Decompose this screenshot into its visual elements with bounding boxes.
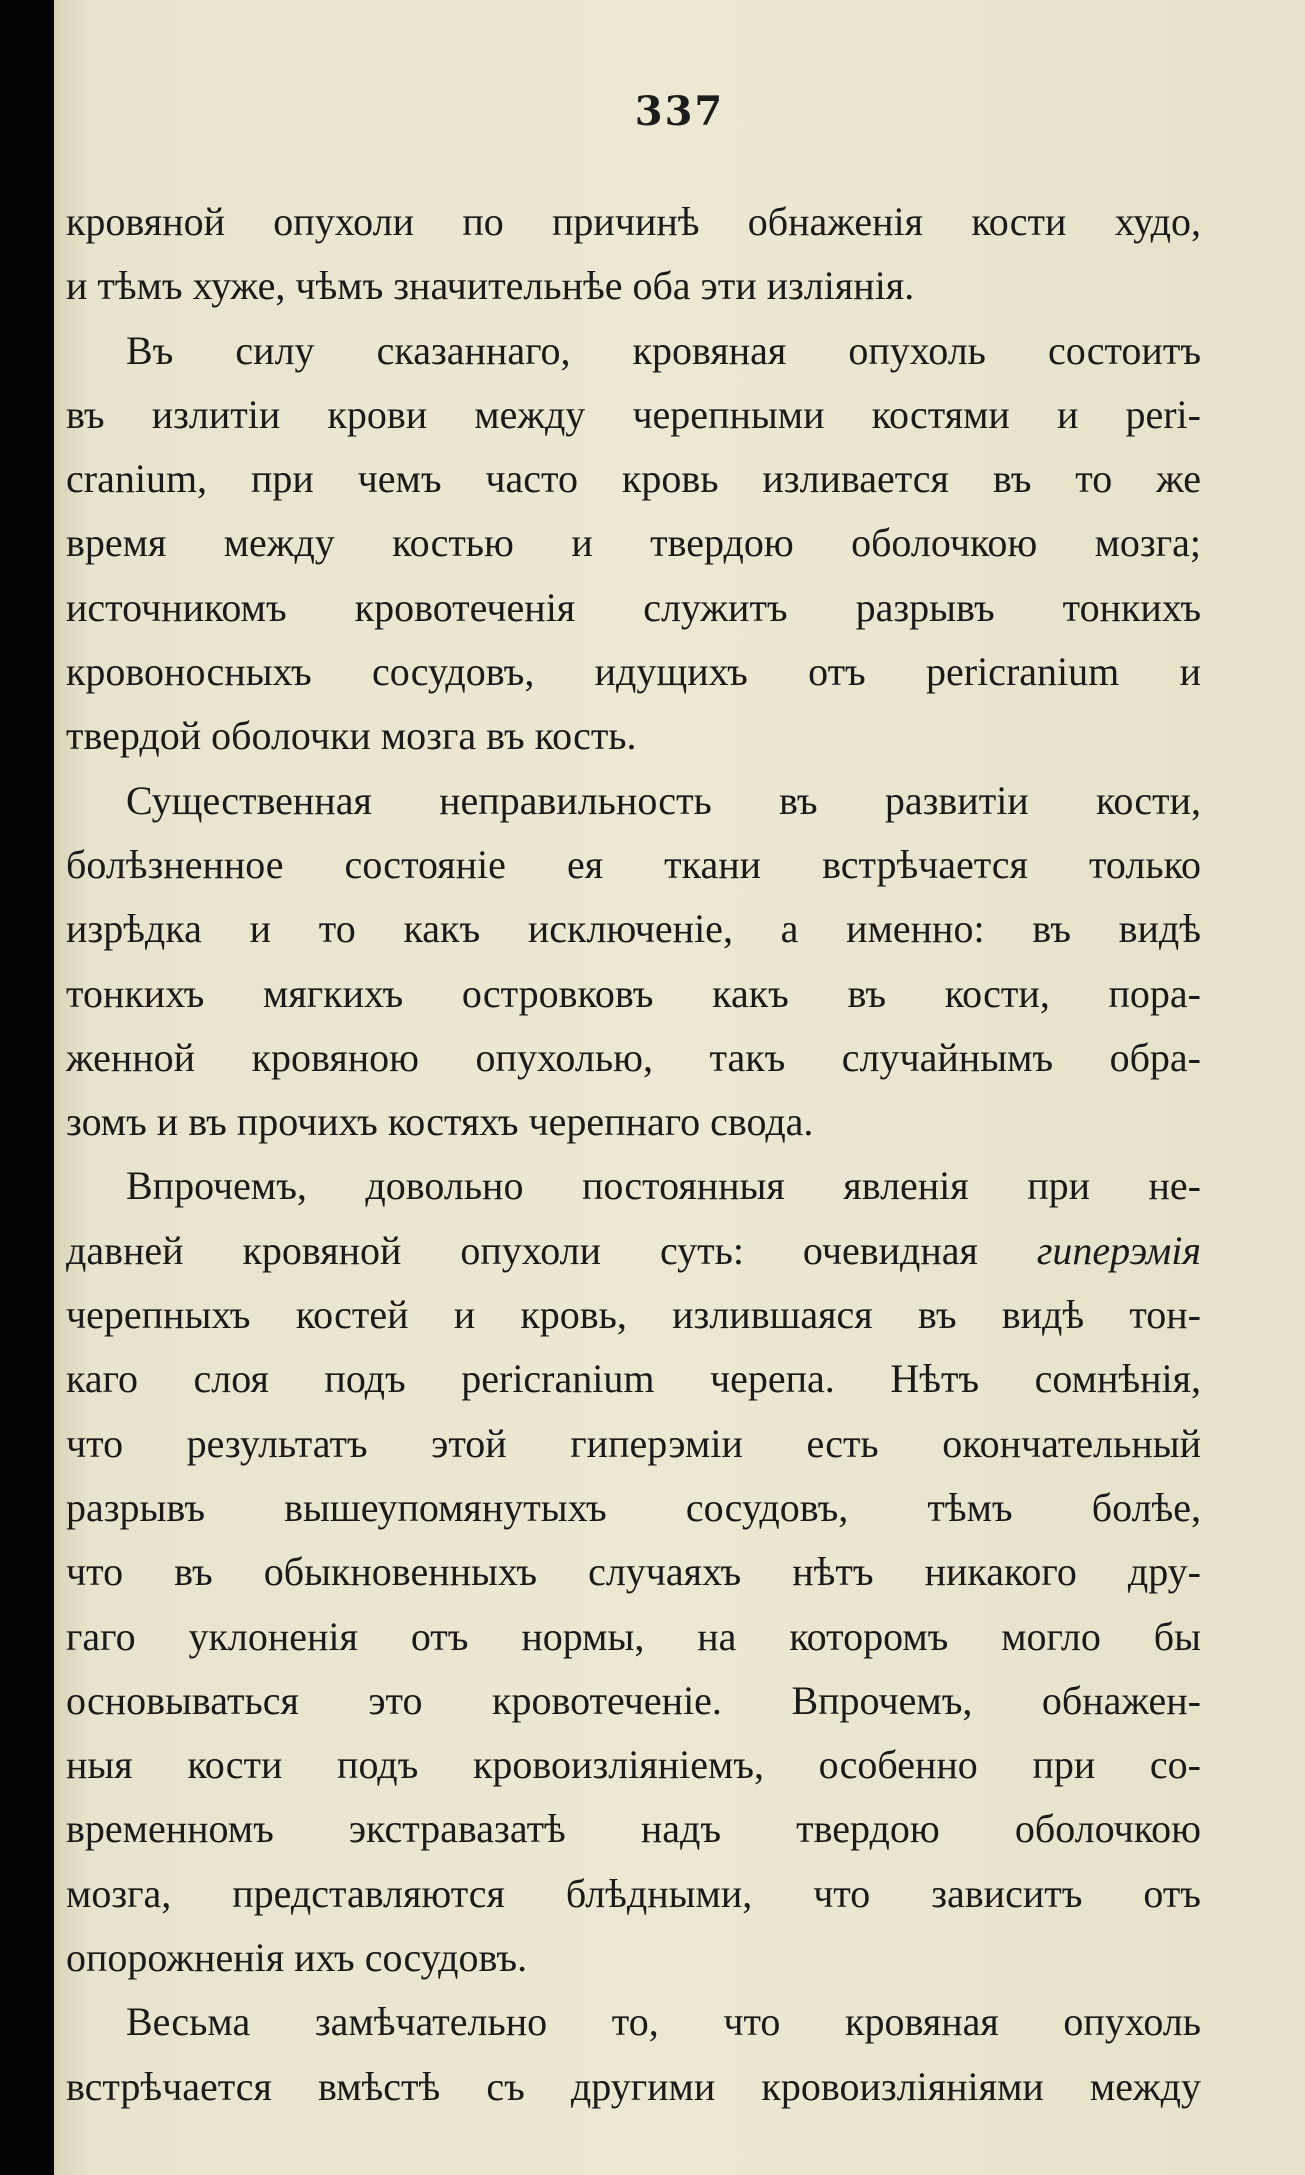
text-line: Въ силу сказаннаго, кровяная опухоль состоитъ (126, 327, 1201, 373)
text-line: cranium, при чемъ часто кровь изливается въ то же (66, 456, 1201, 502)
text-line: гаго уклоненія отъ нормы, на которомъ могло бы (66, 1613, 1201, 1659)
italic-term: гиперэмія (1036, 1227, 1201, 1273)
page-number: 337 (634, 88, 725, 135)
text-line: зомъ и въ прочихъ костяхъ черепнаго свода. (66, 1099, 814, 1145)
text-line: разрывъ вышеупомянутыхъ сосудовъ, тѣмъ болѣе, (66, 1484, 1201, 1530)
text-line: въ излитіи крови между черепными костями и peri- (66, 391, 1201, 437)
body-text (66, 190, 1201, 2119)
text-line: твердой оболочки мозга въ кость. (66, 713, 637, 759)
text-line: встрѣчается вмѣстѣ съ другими кровоизліяніями между (66, 2063, 1201, 2109)
text-line: источникомъ кровотеченія служитъ разрывъ тонкихъ (66, 584, 1201, 630)
text-line: ныя кости подъ кровоизліяніемъ, особенно при со- (66, 1742, 1201, 1788)
text-line: каго слоя подъ pericranium черепа. Нѣтъ сомнѣнія, (66, 1356, 1201, 1402)
text-line: и тѣмъ хуже, чѣмъ значительнѣе оба эти изліянія. (66, 263, 915, 309)
text-line: давней кровяной опухоли суть: очевидная гиперэмія (66, 1227, 1201, 1273)
text-line: временномъ экстравазатѣ надъ твердою оболочкою (66, 1806, 1201, 1852)
book-gutter-edge (0, 0, 54, 2175)
text-line: время между костью и твердою оболочкою мозга; (66, 520, 1201, 566)
text-line: мозга, представляются блѣдными, что зависитъ отъ (66, 1870, 1201, 1916)
text-line: что результатъ этой гиперэміи есть окончательный (66, 1420, 1201, 1466)
text-line: Впрочемъ, довольно постоянныя явленія при не- (126, 1163, 1201, 1209)
text-line: изрѣдка и то какъ исключеніе, а именно: въ видѣ (66, 906, 1201, 952)
text-line: основываться это кровотеченіе. Впрочемъ, обнажен- (66, 1677, 1201, 1723)
text-line: Существенная неправильность въ развитіи кости, (126, 777, 1201, 823)
text-line: черепныхъ костей и кровь, излившаяся въ видѣ тон- (66, 1292, 1201, 1338)
text-line: болѣзненное состояніе ея ткани встрѣчается только (66, 841, 1201, 887)
text-line: тонкихъ мягкихъ островковъ какъ въ кости, пора- (66, 970, 1201, 1016)
text-line: кровоносныхъ сосудовъ, идущихъ отъ pericranium и (66, 649, 1201, 695)
text-line: что въ обыкновенныхъ случаяхъ нѣтъ никакого дру- (66, 1549, 1201, 1595)
text-line: женной кровяною опухолью, такъ случайнымъ обра- (66, 1034, 1201, 1080)
text-line: кровяной опухоли по причинѣ обнаженія кости худо, (66, 199, 1201, 244)
book-page (54, 0, 1305, 2175)
text-line: Весьма замѣчательно то, что кровяная опухоль (126, 1999, 1201, 2045)
text-line: опорожненія ихъ сосудовъ. (66, 1935, 528, 1981)
